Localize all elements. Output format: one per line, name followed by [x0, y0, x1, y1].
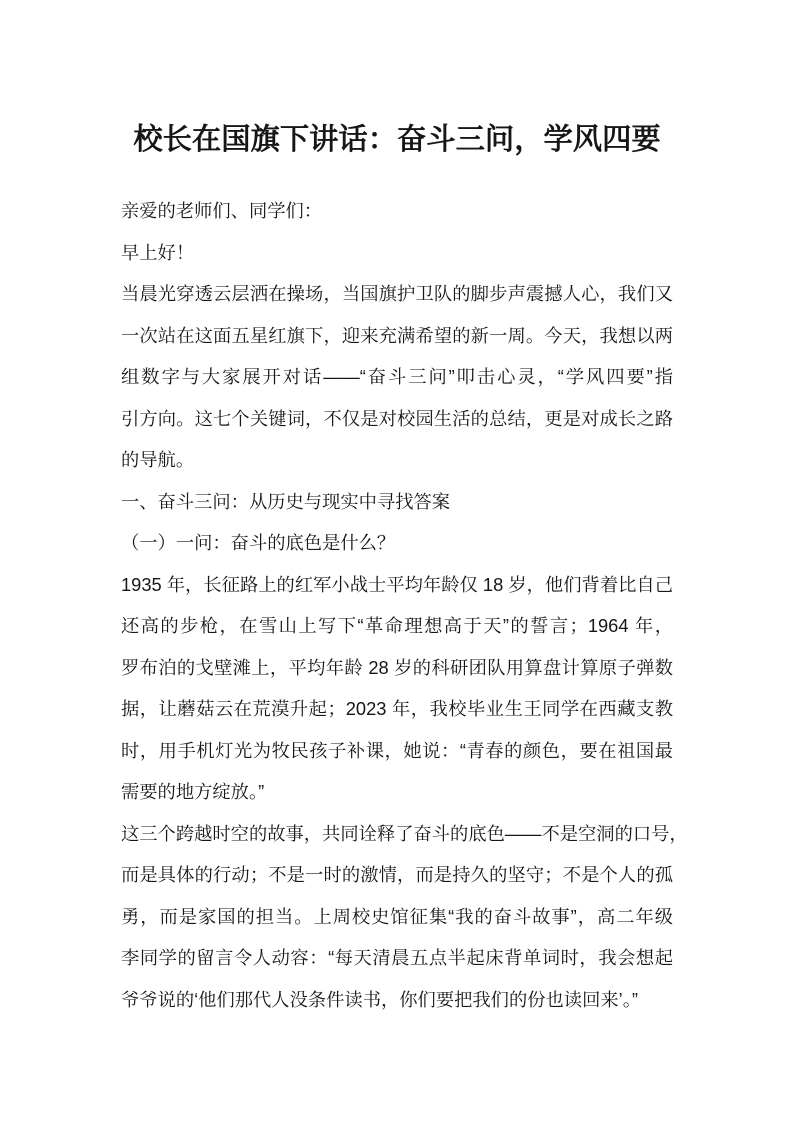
- text-line: 李同学的留言令人动容：“每天清晨五点半起床背单词时，我会想起: [121, 947, 673, 968]
- text-line: 当晨光穿透云层洒在操场，当国旗护卫队的脚步声震撼人心，我们又: [121, 283, 673, 304]
- text-line: 爷爷说的‘他们那代人没条件读书，你们要把我们的份也读回来’。”: [121, 988, 638, 1010]
- text-line: 亲爱的老师们、同学们：: [121, 200, 323, 221]
- text-line: 勇，而是家国的担当。上周校史馆征集“我的奋斗故事”，高二年级: [121, 905, 673, 927]
- text-line: 组数字与大家展开对话——“奋斗三问”叩击心灵，“学风四要”指: [121, 366, 673, 387]
- text-line: 而是具体的行动；不是一时的激情，而是持久的坚守；不是个人的孤: [121, 864, 673, 885]
- paragraph-salutation: [121, 190, 673, 232]
- text-line: 这三个跨越时空的故事，共同诠释了奋斗的底色——不是空洞的口号，: [121, 822, 688, 844]
- paragraph-intro: [121, 273, 673, 481]
- text-line: （一）一问：奋斗的底色是什么？: [121, 532, 396, 553]
- text-line: 时，用手机灯光为牧民孩子补课，她说：“青春的颜色，要在祖国最: [121, 739, 673, 761]
- paragraph-greeting: [121, 232, 673, 274]
- section-heading: [121, 481, 673, 523]
- text-line: 一、奋斗三问：从历史与现实中寻找答案: [121, 490, 451, 512]
- text-line: 还高的步枪，在雪山上写下“革命理想高于天”的誓言；1964 年，: [121, 615, 673, 636]
- text-line: 的导航。: [121, 449, 195, 470]
- page-title: 校长在国旗下讲话：奋斗三问，学风四要: [133, 123, 661, 156]
- text-line: 早上好！: [121, 241, 195, 263]
- paragraph-story: [121, 564, 673, 813]
- text-line: 引方向。这七个关键词，不仅是对校园生活的总结，更是对成长之路: [121, 407, 673, 429]
- paragraph-reflection: [121, 813, 688, 1021]
- text-line: 需要的地方绽放。”: [121, 781, 265, 802]
- text-line: 1935 年，长征路上的红军小战士平均年龄仅 18 岁，他们背着比自己: [121, 573, 673, 595]
- text-line: 据，让蘑菇云在荒漠升起；2023 年，我校毕业生王同学在西藏支教: [121, 698, 673, 719]
- text-line: 罗布泊的戈壁滩上，平均年龄 28 岁的科研团队用算盘计算原子弹数: [121, 656, 673, 678]
- text-line: 一次站在这面五星红旗下，迎来充满希望的新一周。今天，我想以两: [121, 324, 673, 346]
- subsection-heading: [121, 522, 673, 564]
- document-body: [121, 190, 688, 1020]
